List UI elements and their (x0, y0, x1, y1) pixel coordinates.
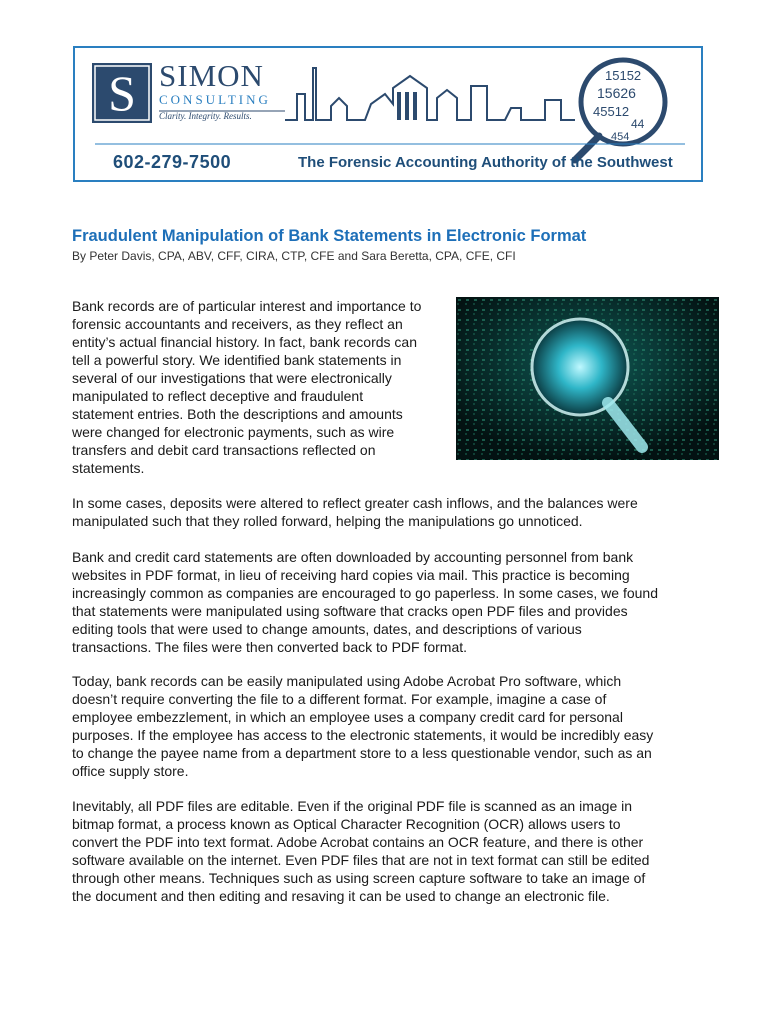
logo-letter: S (108, 65, 136, 121)
banner-tagline: The Forensic Accounting Authority of the Southwest (298, 154, 673, 171)
paragraph-1: Bank records are of particular interest and importance to forensic accountants and receivers, as they reflect an entity’s actual financial history. In fact, bank records can tell a powerful story. We identified bank statements in several of our investigations that were electronically manipulated to reflect deceptive and fraudulent statement entries. Both the descriptions and amounts were changed for electronic payments, such as wire transfers and debit card transactions reflected on statements. (72, 298, 422, 476)
magnifier-number-1: 15152 (605, 68, 642, 83)
paragraph-2: In some cases, deposits were altered to reflect greater cash inflows, and the balances were manipulated such that they rolled forward, helping the manipulations go unnoticed. (72, 495, 638, 529)
magnifier-number-3: 45512 (593, 104, 630, 119)
article-byline: By Peter Davis, CPA, ABV, CFF, CIRA, CTP, CFE and Sara Beretta, CPA, CFE, CFI (72, 249, 516, 263)
paragraph-5: Inevitably, all PDF files are editable. Even if the original PDF file is scanned as an image in bitmap format, a process known as Optical Character Recognition (OCR) allows users to convert the PDF into text format. Adobe Acrobat contains an OCR feature, and there is other software available on the internet. Even PDF files that are not in text format can still be edited through other means. Techniques such as using screen capture software to take an image of the document and then editing and resaving it can be used to change an electronic file. (72, 798, 650, 904)
logo-subtitle: CONSULTING (159, 92, 271, 107)
magnifier-number-4: 44 (631, 117, 645, 131)
column-3 (413, 92, 417, 120)
article-title: Fraudulent Manipulation of Bank Statements in Electronic Format (72, 227, 587, 245)
magnifier-number-5: 454 (611, 131, 630, 143)
column-2 (405, 92, 409, 120)
magnifier-photo (456, 297, 719, 460)
paragraph-4: Today, bank records can be easily manipulated using Adobe Acrobat Pro software, which doesn’t require converting the file to a different format. For example, imagine a case of employee embezzlement, in which an employee uses a company credit card for personal purposes. If the employee has access to the electronic statements, it would be incredibly easy to change the payee name from a department store to a less questionable vendor, such as an office supply store. (72, 673, 654, 779)
magnifying-glass-image (456, 297, 719, 460)
paragraph-3: Bank and credit card statements are often downloaded by accounting personnel from bank websites in PDF format, in lieu of receiving hard copies via mail. This practice is becoming increasingly common as companies are encouraged to go paperless. In some cases, we found that statements were manipulated using software that cracks open PDF files and provides editing tools that were used to change amounts, dates, and descriptions of various transactions. The files were then converted back to PDF format. (72, 549, 658, 655)
logo-tagline: Clarity. Integrity. Results. (159, 111, 252, 121)
skyline-line (285, 68, 575, 120)
logo-wordmark: SIMON (159, 58, 264, 93)
phone-number: 602-279-7500 (113, 152, 232, 172)
logo-mark (92, 63, 152, 123)
letterhead-banner (73, 46, 703, 182)
column-1 (397, 92, 401, 120)
magnifier-number-2: 15626 (597, 85, 636, 101)
logo-s-icon (92, 63, 152, 123)
